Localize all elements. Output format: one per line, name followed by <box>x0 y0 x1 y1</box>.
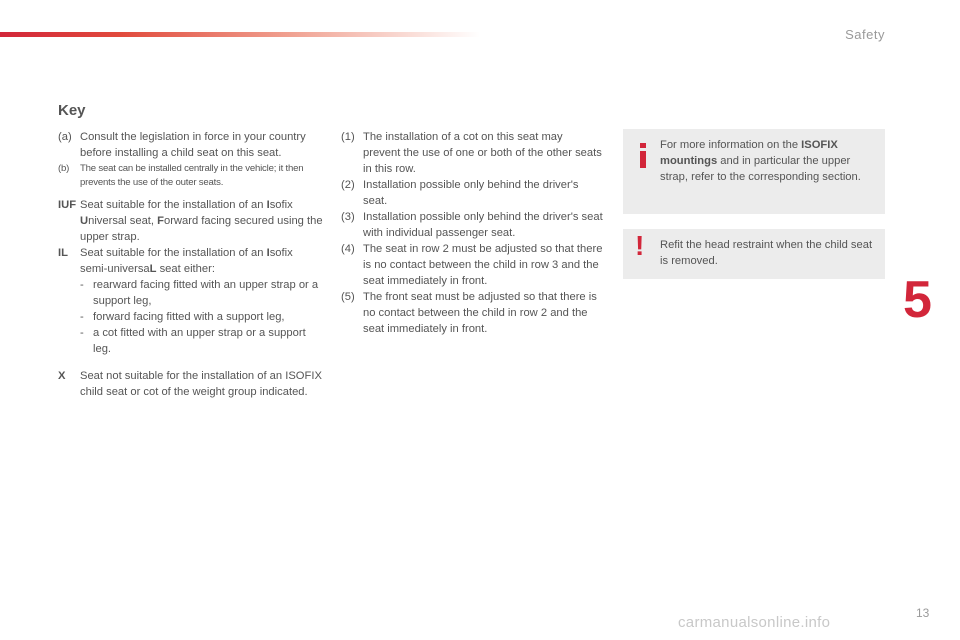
note-text: Installation possible only behind the driver's seat. <box>363 179 579 207</box>
list-item <box>80 325 323 357</box>
bullet-dash: - <box>80 279 84 291</box>
legend-item-il <box>58 245 323 357</box>
info-text: and in particular the upper strap, refer to the corresponding section. <box>660 155 861 183</box>
chapter-number: 5 <box>903 271 932 329</box>
list-item <box>80 277 323 309</box>
bullet-dash: - <box>80 327 84 339</box>
key-heading: Key <box>58 102 86 119</box>
note-text: The seat in row 2 must be adjusted so that there is no contact between the child in row 3 and the seat immediately in front. <box>363 243 603 287</box>
bullet-dash: - <box>80 311 84 323</box>
note-label: (4) <box>341 243 355 255</box>
legend-text: sofix semi-universa <box>80 247 293 275</box>
legend-item-b <box>58 162 323 190</box>
legend-text-bold: I <box>266 199 270 211</box>
info-box-text <box>660 137 875 185</box>
bullet-text: rearward facing fitted with an upper strap or a support leg, <box>93 279 319 307</box>
legend-text-bold: L <box>149 263 157 275</box>
legend-text: Seat suitable for the installation of an <box>80 247 267 259</box>
info-box <box>623 129 885 214</box>
note-label: (1) <box>341 131 355 143</box>
note-text: The front seat must be adjusted so that there is no contact between the child in row 2 and the seat immediately in front. <box>363 291 597 335</box>
warning-box-text: Refit the head restraint when the child seat is removed. <box>660 239 873 267</box>
section-title: Safety <box>845 27 885 42</box>
legend-text-bold: F <box>157 215 164 227</box>
legend-item-x <box>58 368 323 400</box>
legend-label: (b) <box>58 163 70 174</box>
note-label: (5) <box>341 291 355 303</box>
legend-text: Consult the legislation in force in your country before installing a child seat on this seat. <box>80 131 306 159</box>
note-item-1 <box>341 129 603 177</box>
bullet-text: forward facing fitted with a support leg, <box>93 311 285 323</box>
legend-text: orward facing secured using the upper strap. <box>80 215 323 243</box>
legend-text: niversal seat, <box>88 215 158 227</box>
legend-code: IUF <box>58 199 77 211</box>
note-label: (3) <box>341 211 355 223</box>
note-text: Installation possible only behind the driver's seat with individual passenger seat. <box>363 211 603 239</box>
legend-item-iuf <box>58 197 323 245</box>
legend-column-left <box>58 129 323 400</box>
list-item <box>80 309 323 325</box>
note-item-5 <box>341 289 603 337</box>
watermark: carmanualsonline.info <box>678 614 831 631</box>
legend-item-a <box>58 129 323 161</box>
page-number: 13 <box>916 606 930 620</box>
legend-text: Seat suitable for the installation of an <box>80 199 267 211</box>
warning-icon: ! <box>635 230 645 261</box>
bullet-text: a cot fitted with an upper strap or a support leg. <box>93 327 306 355</box>
note-label: (2) <box>341 179 355 191</box>
legend-text-bold: I <box>266 247 270 259</box>
legend-text: The seat can be installed centrally in the vehicle; it then prevents the use of the outer seats. <box>80 163 304 188</box>
info-text-bold: ISOFIX mountings <box>660 139 838 167</box>
note-item-2 <box>341 177 603 209</box>
note-item-3 <box>341 209 603 241</box>
info-icon <box>640 143 646 168</box>
info-text: For more information on the <box>660 139 802 151</box>
legend-text: sofix <box>269 199 293 211</box>
legend-text: Seat not suitable for the installation of an ISOFIX child seat or cot of the weight group indicated. <box>80 370 322 398</box>
warning-box <box>623 229 885 279</box>
legend-text: seat either: <box>156 263 215 275</box>
header-accent-bar <box>0 32 480 37</box>
note-item-4 <box>341 241 603 289</box>
legend-text-bold: U <box>80 215 89 227</box>
note-text: The installation of a cot on this seat may prevent the use of one or both of the other seats in this row. <box>363 131 602 175</box>
legend-code: IL <box>58 247 68 259</box>
legend-label: (a) <box>58 131 72 143</box>
legend-code: X <box>58 370 66 382</box>
legend-column-middle <box>341 129 603 337</box>
